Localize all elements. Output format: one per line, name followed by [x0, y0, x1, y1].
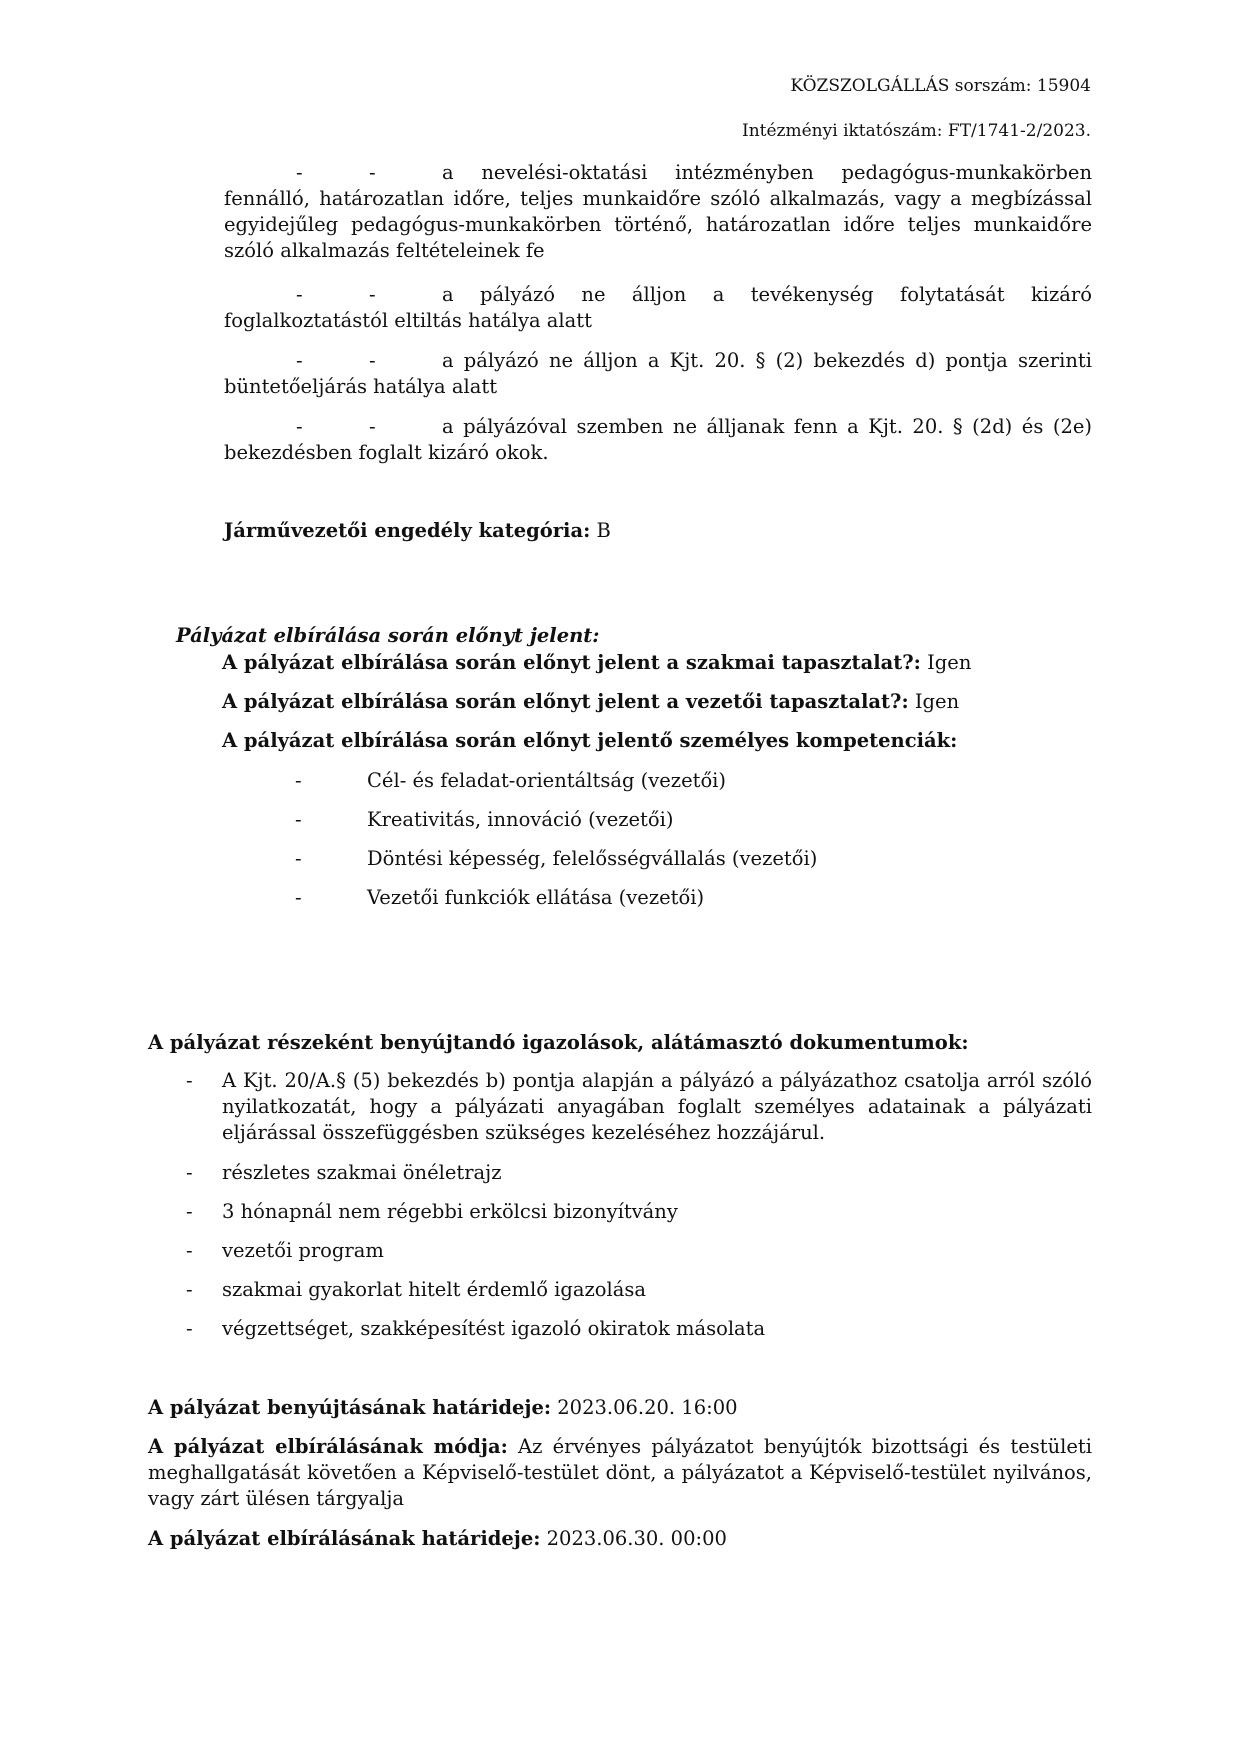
dash-marker: - — [369, 349, 376, 372]
requirement-first-line: a nevelési-oktatási intézményben pedagógus-munkakörben — [442, 161, 1092, 184]
dash-marker: - — [186, 1278, 193, 1301]
requirement-first-line: a pályázó ne álljon a tevékenység folytatását kizáró — [442, 283, 1092, 306]
dash-marker: - — [296, 283, 303, 306]
dash-marker: - — [369, 283, 376, 306]
submission-deadline-label: A pályázat benyújtásának határideje: — [148, 1396, 552, 1419]
document-item: - 3 hónapnál nem régebbi erkölcsi bizonyítvány — [186, 1200, 678, 1223]
dash-marker: - — [186, 1317, 193, 1340]
requirement-item — [224, 414, 1092, 466]
evaluation-deadline-value: 2023.06.30. 00:00 — [540, 1527, 727, 1550]
dash-marker: - — [369, 415, 376, 438]
experience-label: A pályázat elbírálása során előnyt jelent a szakmai tapasztalat?: — [222, 651, 921, 674]
requirement-item — [224, 348, 1092, 400]
license-value: B — [590, 519, 611, 542]
dash-marker: - — [295, 847, 302, 870]
dash-marker: - — [186, 1239, 193, 1262]
dash-marker: - — [296, 161, 303, 184]
requirement-text: fennálló, határozatlan időre, teljes munkaidőre szóló alkalmazás, vagy a megbízással egyidejűleg pedagógus-munkakörben történő, határozatlan időre teljes munkaidőre szóló alkalmazás feltételeinek fe — [224, 187, 1092, 262]
dash-marker: - — [296, 415, 303, 438]
document-item: - szakmai gyakorlat hitelt érdemlő igazolása — [186, 1278, 647, 1301]
requirement-text: büntetőeljárás hatálya alatt — [224, 375, 498, 398]
document-page: KÖZSZOLGÁLLÁS sorszám: 15904 Intézményi iktatószám: FT/1741-2/2023. - - a nevelési-oktatási intézményben pedagógus-munkakörben fennálló, határozatlan időre, teljes munkaidőre szóló alkalmazás, vagy a megbízással egyidejűleg pedagógus-munkakörben történő, határozatlan időre teljes munkaidőre szóló alkalmazás feltételeinek fe - - a pályázó ne álljon a tevékenység folytatását kizáró foglalkoztatástól eltiltás hatálya alatt - - a pályázó ne álljon a Kjt. 20. § (2) bekezdés d) pontja szerinti büntetőeljárás hatálya alatt - - a pályázóval szemben ne álljanak fenn a Kjt. 20. § (2d) és (2e) bekezdésben foglalt kizáró okok. Járművezetői engedély kategória: B Pályázat elbírálása során előnyt jelent: A pályázat elbírálása során előnyt jelent a szakmai tapasztalat?: Igen A pályázat elbírálása során előnyt jelent a vezetői tapasztalat?: Igen A pályázat elbírálása során előnyt jelentő személyes kompetenciák: - Cél- és feladat-orientáltság (vezetői) - Kreativitás, innováció (vezetői) - Döntési képesség, felelősségvállalás (vezetői) - Vezetői funkciók ellátása (vezetői) A pályázat részeként benyújtandó igazolások, alátámasztó dokumentumok: - A Kjt. 20/A.§ (5) bekezdés b) pontja alapján a pályázó a pályázathoz csatolja arról szóló nyilatkozatát, hogy a pályázati anyagában foglalt személyes adatainak a pályázati eljárással összefüggésben szükséges kezeléséhez hozzájárul. - részletes szakmai önéletrajz - 3 hónapnál nem régebbi erkölcsi bizonyítvány - vezetői program - szakmai gyakorlat hitelt érdemlő igazolása - végzettséget, szakképesítést igazoló okiratok másolata A pályázat benyújtásának határideje: 2023.06.20. 16:00 A pályázat elbírálásának módja: Az érvényes pályázatot benyújtók bizottsági és testületi meghallgatását követően a Képviselő-testület dönt, a pályázatot a Képviselő-testület nyilvános, vagy zárt ülésen tárgyalja A pályázat elbírálásának határideje: 2023.06.30. 00:00 — [148, 76, 1092, 1550]
requirement-item — [224, 282, 1092, 334]
leader-experience-value: Igen — [908, 690, 960, 713]
experience-value: Igen — [920, 651, 972, 674]
dash-marker: - — [186, 1161, 193, 1184]
requirement-item — [224, 160, 1092, 264]
documents-heading: A pályázat részeként benyújtandó igazolások, alátámasztó dokumentumok: — [148, 1031, 969, 1054]
dash-marker: - — [295, 808, 302, 831]
evaluation-method-value: Az érvényes pályázatot benyújtók bizottsági és testületi meghallgatását követően a Képviselő-testület dönt, a pályázatot a Képviselő-testület nyilvános, vagy zárt ülésen tárgyalja — [148, 1435, 1092, 1510]
requirement-text: foglalkoztatástól eltiltás hatálya alatt — [224, 309, 592, 332]
document-item: - végzettséget, szakképesítést igazoló okiratok másolata — [186, 1317, 766, 1340]
evaluation-deadline-label: A pályázat elbírálásának határideje: — [148, 1527, 541, 1550]
dash-marker: - — [296, 349, 303, 372]
submission-deadline-value: 2023.06.20. 16:00 — [551, 1396, 738, 1419]
requirement-text: bekezdésben foglalt kizáró okok. — [224, 441, 549, 464]
evaluation-method-label: A pályázat elbírálásának módja: — [148, 1435, 508, 1458]
dash-marker: - — [295, 769, 302, 792]
advantages-heading: Pályázat elbírálása során előnyt jelent: — [176, 624, 600, 647]
requirement-first-line: a pályázó ne álljon a Kjt. 20. § (2) bekezdés d) pontja szerinti — [442, 349, 1092, 372]
reference-number: Intézményi iktatószám: FT/1741-2/2023. — [741, 121, 1091, 141]
license-line — [224, 518, 611, 544]
document-item: - részletes szakmai önéletrajz — [186, 1161, 502, 1184]
competencies-heading: A pályázat elbírálása során előnyt jelentő személyes kompetenciák: — [222, 729, 958, 752]
dash-marker: - — [369, 161, 376, 184]
leader-experience-line — [222, 689, 959, 715]
evaluation-method — [148, 1434, 1092, 1512]
experience-line — [222, 650, 971, 676]
license-label: Járművezetői engedély kategória: — [224, 519, 591, 542]
submission-deadline — [148, 1395, 738, 1421]
dash-marker: - — [186, 1200, 193, 1223]
serial-number: KÖZSZOLGÁLLÁS sorszám: 15904 — [790, 76, 1091, 96]
dash-marker: - — [295, 886, 302, 909]
document-item: - A Kjt. 20/A.§ (5) bekezdés b) pontja alapján a pályázó a pályázathoz csatolja arról szóló nyilatkozatát, hogy a pályázati anyagában foglalt személyes adatainak a pályázati eljárással összefüggésben szükséges kezeléséhez hozzájárul. — [186, 1069, 1092, 1144]
leader-experience-label: A pályázat elbírálása során előnyt jelent a vezetői tapasztalat?: — [222, 690, 909, 713]
dash-marker: - — [186, 1069, 193, 1092]
evaluation-deadline — [148, 1526, 727, 1552]
requirement-first-line: a pályázóval szemben ne álljanak fenn a Kjt. 20. § (2d) és (2e) — [442, 415, 1092, 438]
document-item: - vezetői program — [186, 1239, 384, 1262]
